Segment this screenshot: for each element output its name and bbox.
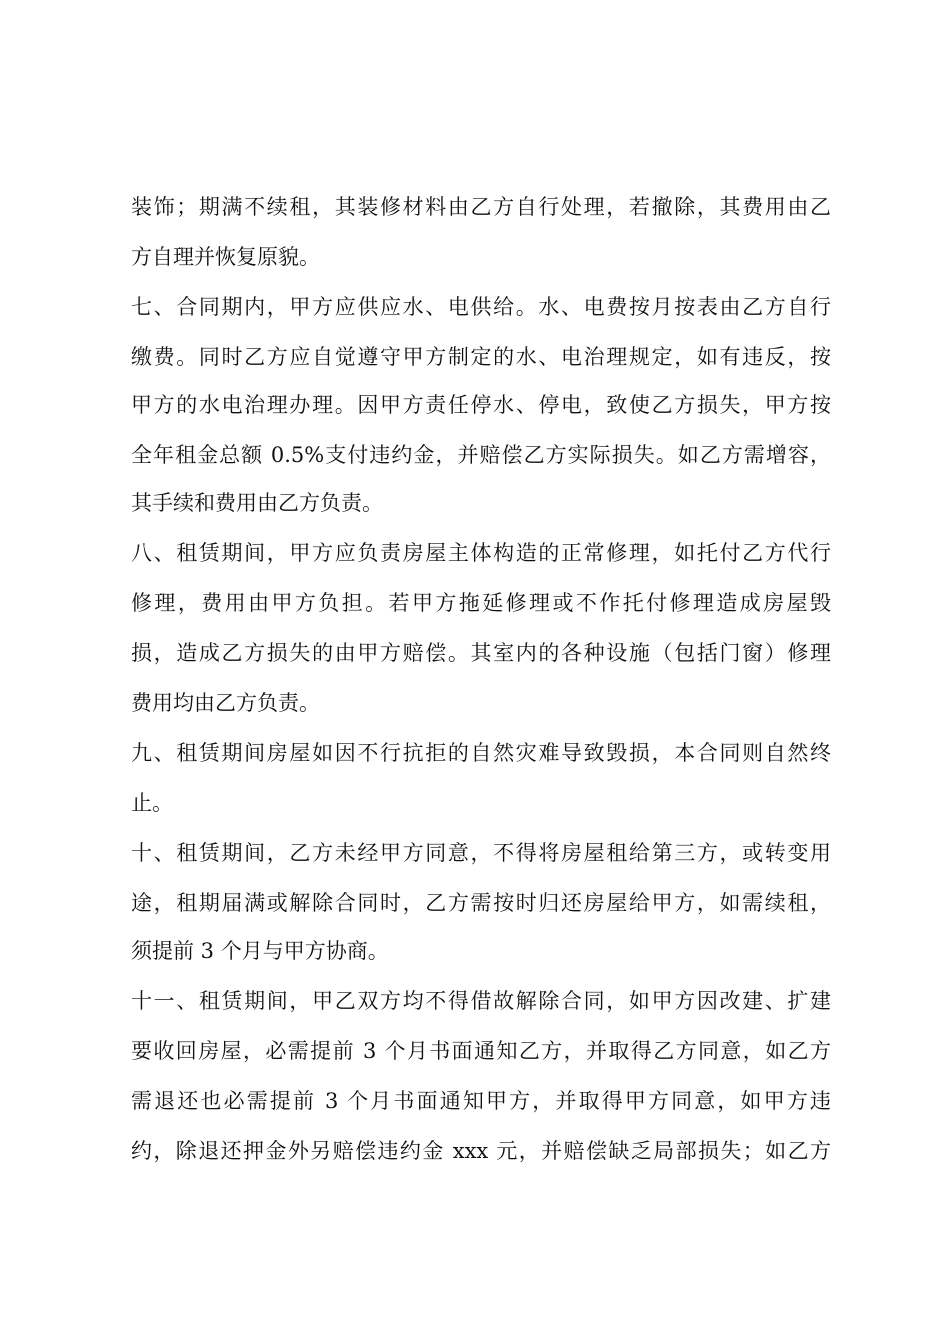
- text-line: 途，租期届满或解除合同时，乙方需按时归还房屋给甲方，如需续租，: [131, 891, 831, 915]
- text-line: 方自理并恢复原貌。: [131, 245, 320, 269]
- text-line: 缴费。同时乙方应自觉遵守甲方制定的水、电治理规定，如有违反，按: [131, 345, 831, 369]
- text-line: 甲方的水电治理办理。因甲方责任停水、停电，致使乙方损失，甲方按: [131, 393, 831, 417]
- text-line: 七、合同期内，甲方应供应水、电供给。水、电费按月按表由乙方自行: [131, 295, 831, 319]
- text-line: 全年租金总额 0.5%支付违约金，并赔偿乙方实际损失。如乙方需增容，: [131, 443, 831, 467]
- text-line: 费用均由乙方负责。: [131, 691, 320, 715]
- text-line: 约，除退还押金外另赔偿违约金 xxx 元，并赔偿缺乏局部损失；如乙方: [131, 1139, 831, 1163]
- text-line: 损，造成乙方损失的由甲方赔偿。其室内的各种设施（包括门窗）修理: [131, 641, 831, 665]
- text-line: 九、租赁期间房屋如因不行抗拒的自然灾难导致毁损，本合同则自然终: [131, 741, 831, 765]
- text-line: 需退还也必需提前 3 个月书面通知甲方，并取得甲方同意，如甲方违: [131, 1089, 831, 1113]
- text-line: 其手续和费用由乙方负责。: [131, 491, 383, 515]
- text-line: 十、租赁期间，乙方未经甲方同意，不得将房屋租给第三方，或转变用: [131, 841, 831, 865]
- text-line: 装饰；期满不续租，其装修材料由乙方自行处理，若撤除，其费用由乙: [131, 195, 831, 219]
- text-line: 十一、租赁期间，甲乙双方均不得借故解除合同，如甲方因改建、扩建: [131, 989, 831, 1013]
- text-line: 止。: [131, 791, 173, 815]
- text-line: 修理，费用由甲方负担。若甲方拖延修理或不作托付修理造成房屋毁: [131, 591, 831, 615]
- text-line: 要收回房屋，必需提前 3 个月书面通知乙方，并取得乙方同意，如乙方: [131, 1039, 831, 1063]
- text-line: 须提前 3 个月与甲方协商。: [131, 939, 389, 963]
- text-line: 八、租赁期间，甲方应负责房屋主体构造的正常修理，如托付乙方代行: [131, 541, 831, 565]
